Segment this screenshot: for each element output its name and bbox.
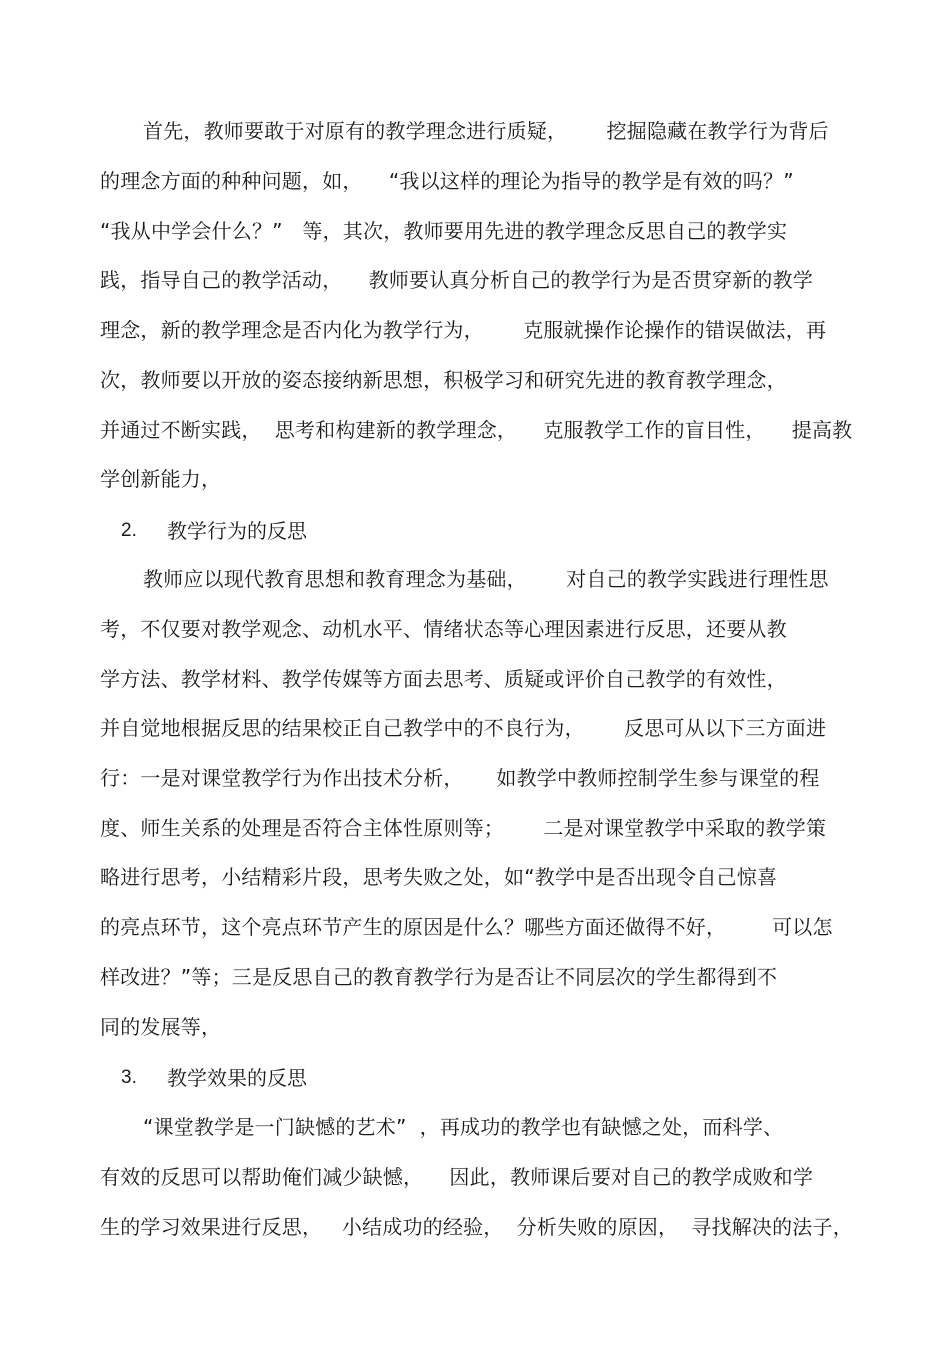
- paragraph-2-line-8: 的亮点环节，这个亮点环节产生的原因是什么？哪些方面还做得不好， 可以怎: [100, 915, 833, 939]
- paragraph-1-line-5: 理念，新的教学理念是否内化为教学行为， 克服就操作论操作的错误做法，再: [100, 318, 827, 342]
- paragraph-3-line-2: 有效的反思可以帮助俺们减少缺憾， 因此，教师课后要对自己的教学成败和学: [100, 1165, 814, 1189]
- paragraph-1-line-1: 首先，教师要敢于对原有的教学理念进行质疑， 挖掘隐藏在教学行为背后: [143, 119, 829, 143]
- paragraph-2-line-10: 同的发展等，: [100, 1015, 222, 1039]
- section-3-heading: 教学效果的反思: [167, 1066, 307, 1090]
- paragraph-1-line-3: “我从中学会什么？” 等，其次，教师要用先进的教学理念反思自己的教学实: [100, 219, 788, 243]
- section-2-number: 2.: [121, 520, 137, 541]
- paragraph-1-line-2: 的理念方面的种种问题，如， “我以这样的理论为指导的教学是有效的吗？”: [100, 169, 794, 193]
- paragraph-1-line-6: 次，教师要以开放的姿态接纳新思想，积极学习和研究先进的教育教学理念，: [100, 368, 787, 392]
- paragraph-2-line-3: 学方法、教学材料、教学传媒等方面去思考、质疑或评价自己教学的有效性，: [100, 667, 787, 691]
- paragraph-2-line-6: 度、师生关系的处理是否符合主体性原则等； 二是对课堂教学中采取的教学策: [100, 816, 827, 840]
- paragraph-3-line-3: 生的学习效果进行反思， 小结成功的经验， 分析失败的原因， 寻找解决的法子，: [100, 1215, 853, 1239]
- paragraph-2-line-1: 教师应以现代教育思想和教育理念为基础， 对自己的教学实践进行理性思: [143, 567, 829, 591]
- paragraph-3-line-1: “课堂教学是一门缺憾的艺术” ，再成功的教学也有缺憾之处，而科学、: [143, 1115, 784, 1139]
- section-3-number: 3.: [121, 1067, 137, 1088]
- paragraph-2-line-5: 行：一是对课堂教学行为作出技术分析， 如教学中教师控制学生参与课堂的程: [100, 766, 820, 790]
- paragraph-2-line-7: 略进行思考，小结精彩片段，思考失败之处，如“教学中是否出现令自己惊喜: [100, 865, 778, 889]
- paragraph-1-line-8: 学创新能力，: [100, 467, 222, 491]
- paragraph-1-line-4: 践，指导自己的教学活动， 教师要认真分析自己的教学行为是否贯穿新的教学: [100, 268, 814, 292]
- paragraph-2-line-2: 考，不仅要对教学观念、动机水平、情绪状态等心理因素进行反思，还要从教: [100, 617, 787, 641]
- paragraph-2-line-9: 样改进？”等；三是反思自己的教育教学行为是否让不同层次的学生都得到不: [100, 965, 778, 989]
- paragraph-1-line-7: 并通过不断实践， 思考和构建新的教学理念， 克服教学工作的盲目性， 提高教: [100, 418, 853, 442]
- section-2-heading: 教学行为的反思: [167, 519, 307, 543]
- paragraph-2-line-4: 并自觉地根据反思的结果校正自己教学中的不良行为， 反思可从以下三方面进: [100, 716, 827, 740]
